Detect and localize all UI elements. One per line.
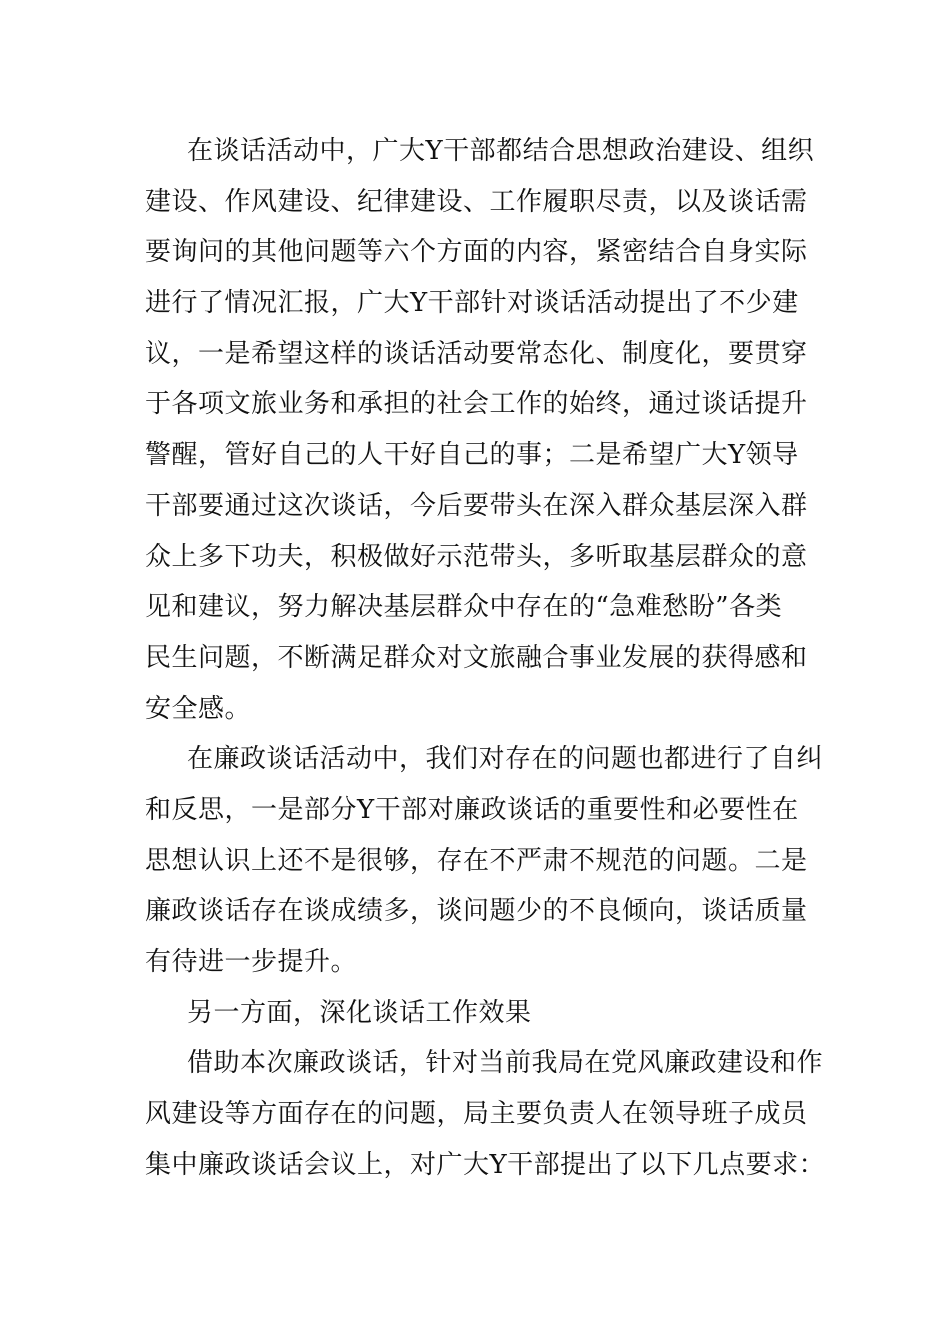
- paragraph-2-line-5: 有待进一步提升。: [145, 947, 358, 977]
- paragraph-2-line-1: 在廉政谈话活动中，我们对存在的问题也都进行了自纠: [187, 744, 824, 775]
- paragraph-1-line-1: 在谈话活动中，广大Y干部都结合思想政治建设、组织: [187, 136, 815, 166]
- paragraph-1-line-4: 进行了情况汇报，广大Y干部针对谈话活动提出了不少建: [145, 288, 799, 319]
- paragraph-1-line-8: 干部要通过这次谈话，今后要带头在深入群众基层深入群: [145, 490, 808, 521]
- paragraph-1-line-2: 建设、作风建设、纪律建设、工作履职尽责，以及谈话需: [145, 186, 808, 217]
- paragraph-4-line-2: 风建设等方面存在的问题，局主要负责人在领导班子成员: [145, 1099, 808, 1130]
- paragraph-1-line-5: 议，一是希望这样的谈话活动要常态化、制度化，要贯穿: [145, 338, 808, 369]
- paragraph-1-line-7: 警醒，管好自己的人干好自己的事；二是希望广大Y领导: [145, 440, 799, 471]
- paragraph-2-line-4: 廉政谈话存在谈成绩多，谈问题少的不良倾向，谈话质量: [145, 896, 808, 927]
- paragraph-1-line-3: 要询问的其他问题等六个方面的内容，紧密结合自身实际: [145, 237, 808, 268]
- paragraph-4-line-3: 集中廉政谈话会议上，对广大Y干部提出了以下几点要求：: [145, 1149, 826, 1180]
- paragraph-1-line-6: 于各项文旅业务和承担的社会工作的始终，通过谈话提升: [145, 389, 808, 420]
- document-body: [145, 126, 826, 1190]
- paragraph-1-line-10: 见和建议，努力解决基层群众中存在的“急难愁盼”各类: [145, 592, 783, 623]
- paragraph-1-line-9: 众上多下功夫，积极做好示范带头，多听取基层群众的意: [145, 541, 808, 572]
- paragraph-1-line-11: 民生问题，不断满足群众对文旅融合事业发展的获得感和: [145, 642, 808, 673]
- paragraph-2-line-2: 和反思，一是部分Y干部对廉政谈话的重要性和必要性在: [145, 794, 799, 825]
- paragraph-4-line-1: 借助本次廉政谈话，针对当前我局在党风廉政建设和作: [187, 1048, 824, 1079]
- paragraph-2-line-3: 思想认识上还不是很够，存在不严肃不规范的问题。二是: [145, 845, 808, 876]
- paragraph-1-line-12: 安全感。: [145, 693, 252, 724]
- section-heading: 另一方面，深化谈话工作效果: [187, 997, 532, 1028]
